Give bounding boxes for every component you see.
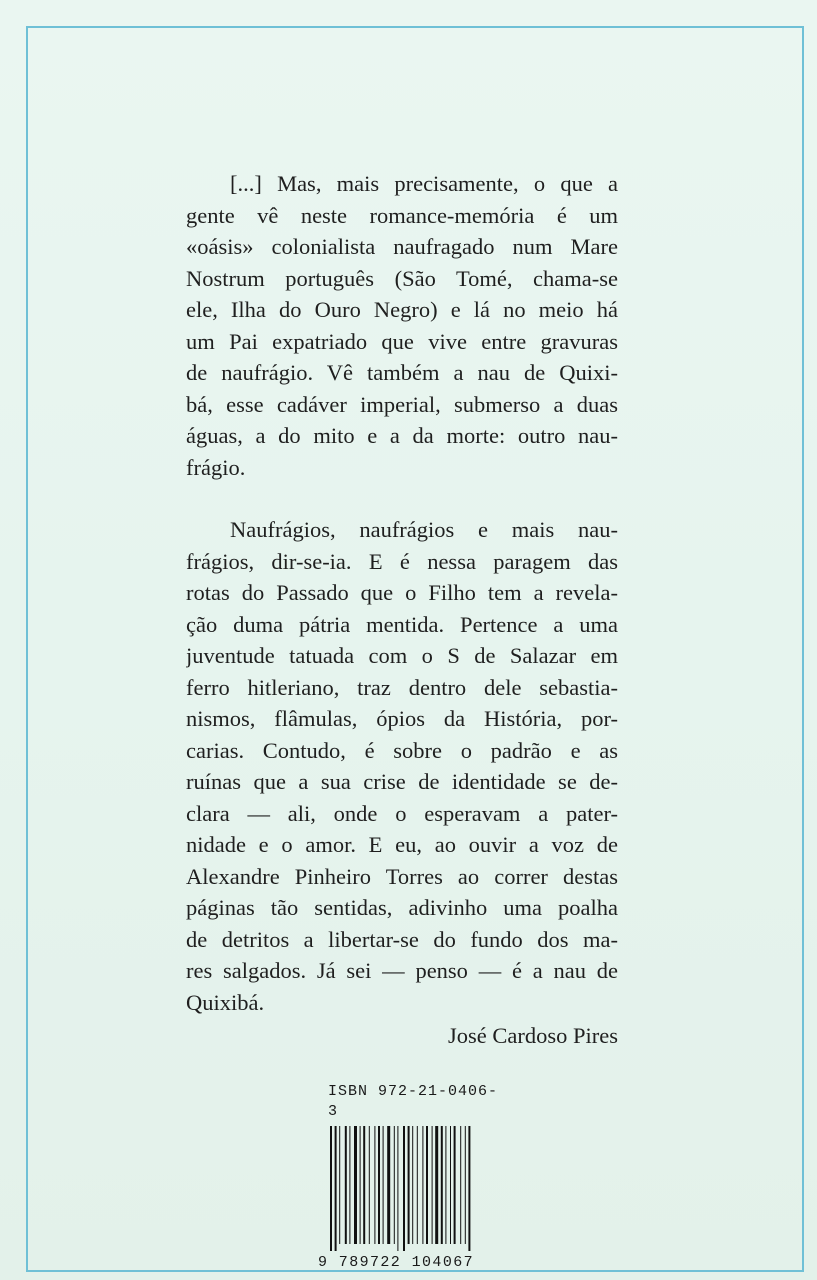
isbn-barcode-block xyxy=(318,1082,508,1272)
text-line: carias. Contudo, é sobre o padrão e as xyxy=(186,737,618,763)
blurb-text xyxy=(186,168,618,1052)
text-line: rotas do Passado que o Filho tem a revela- xyxy=(186,580,618,605)
text-line: nismos, flâmulas, ópios da História, por- xyxy=(186,706,618,731)
text-line: Quixibá. xyxy=(186,989,265,1015)
text-line: gente vê neste romance-memória é um xyxy=(186,202,618,228)
paragraph-spacer xyxy=(186,483,618,514)
text-line: bá, esse cadáver imperial, submerso a duas xyxy=(186,391,618,417)
text-line: páginas tão sentidas, adivinho uma poalha xyxy=(186,895,618,920)
text-line: ruínas que a sua crise de identidade se de- xyxy=(186,769,618,794)
barcode-digits: 9 789722 104067 xyxy=(318,1254,475,1271)
text-line: Naufrágios, naufrágios e mais nau- xyxy=(230,517,618,542)
text-line: nidade e o amor. E eu, ao ouvir a voz de xyxy=(186,832,618,857)
text-line: ção duma pátria mentida. Pertence a uma xyxy=(186,611,618,637)
text-line: um Pai expatriado que vive entre gravuras xyxy=(186,328,618,354)
text-line: de detritos a libertar-se do fundo dos ma- xyxy=(186,926,618,952)
text-line: [...] Mas, mais precisamente, o que a xyxy=(230,171,618,196)
text-line: de naufrágio. Vê também a nau de Quixi- xyxy=(186,360,618,385)
paragraph-2 xyxy=(186,514,618,1018)
text-line: Alexandre Pinheiro Torres ao correr destas xyxy=(186,863,618,889)
text-line: clara — ali, onde o esperavam a pater- xyxy=(186,800,618,826)
text-line: ferro hitleriano, traz dentro dele sebastia- xyxy=(186,674,618,700)
text-line: ele, Ilha do Ouro Negro) e lá no meio há xyxy=(186,297,618,322)
text-line: frágio. xyxy=(186,454,246,480)
text-line: juventude tatuada com o S de Salazar em xyxy=(186,643,618,668)
text-line: Nostrum português (São Tomé, chama-se xyxy=(186,265,618,291)
text-line: águas, a do mito e a da morte: outro nau- xyxy=(186,423,618,448)
text-line: res salgados. Já sei — penso — é a nau de xyxy=(186,958,618,983)
author-signature: José Cardoso Pires xyxy=(448,1023,618,1048)
isbn-number: ISBN 972-21-0406-3 xyxy=(328,1083,499,1120)
text-line: «oásis» colonialista naufragado num Mare xyxy=(186,234,618,259)
paragraph-1 xyxy=(186,168,618,483)
text-line: frágios, dir-se-ia. E é nessa paragem das xyxy=(186,548,618,574)
barcode-icon xyxy=(328,1126,498,1251)
